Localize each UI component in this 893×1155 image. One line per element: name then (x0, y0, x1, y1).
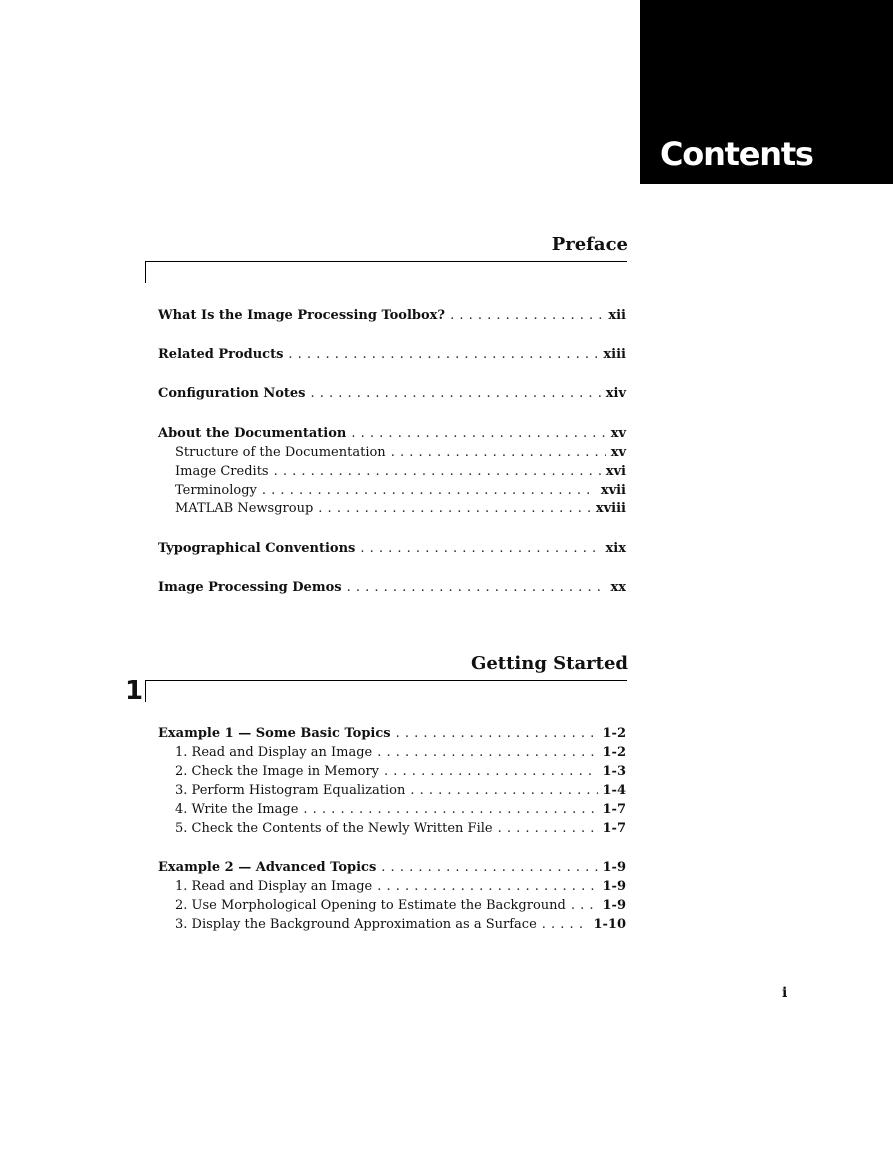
toc-entry[interactable] (158, 578, 626, 597)
toc-subentry[interactable] (175, 781, 626, 800)
dot-leader (391, 443, 606, 462)
toc-entry[interactable] (158, 306, 626, 325)
toc-subentry[interactable] (175, 819, 626, 838)
toc-entry-page: xvi (605, 464, 626, 479)
toc-entry-page: xvii (600, 483, 626, 498)
toc-subentry[interactable] (175, 462, 626, 481)
toc-entry-label: MATLAB Newsgroup (175, 501, 314, 516)
page-title: Contents (660, 135, 813, 173)
toc-entry-page: xiii (603, 347, 626, 362)
toc-entry-page: 1-2 (602, 745, 626, 760)
dot-leader (351, 424, 605, 443)
toc-entry-page: 1-10 (593, 917, 626, 932)
toc-entry-label: Structure of the Documentation (175, 445, 386, 460)
toc-entry-page: 1-7 (602, 821, 626, 836)
toc-entry-page: xii (608, 308, 626, 323)
toc-entry-page: 1-9 (602, 898, 626, 913)
toc-entry-page: xix (605, 541, 626, 556)
page-number: i (782, 985, 788, 1001)
dot-leader (384, 762, 597, 781)
section-rule-preface (145, 261, 627, 283)
toc-entry[interactable] (158, 858, 626, 877)
toc-entry-label: 4. Write the Image (175, 802, 299, 817)
toc-entry-label: Example 1 — Some Basic Topics (158, 726, 391, 741)
dot-leader (396, 724, 598, 743)
toc-entry-page: 1-7 (602, 802, 626, 817)
dot-leader (377, 743, 597, 762)
toc-entry-page: 1-2 (602, 726, 626, 741)
toc-entry-label: 3. Perform Histogram Equalization (175, 783, 406, 798)
toc-subentry[interactable] (175, 443, 626, 462)
toc-subentry[interactable] (175, 915, 626, 934)
dot-leader (318, 499, 591, 518)
toc-subentry[interactable] (175, 800, 626, 819)
toc-entry-label: 5. Check the Contents of the Newly Written File (175, 821, 493, 836)
section-title-preface: Preface (551, 234, 628, 255)
dot-leader (360, 539, 600, 558)
toc-subentry[interactable] (175, 762, 626, 781)
toc-entry-label: 3. Display the Background Approximation as a Surface (175, 917, 537, 932)
dot-leader (571, 896, 598, 915)
toc-entry-page: xviii (595, 501, 626, 516)
toc-entry-label: 1. Read and Display an Image (175, 879, 373, 894)
toc-entry-label: What Is the Image Processing Toolbox? (158, 308, 446, 323)
toc-entry[interactable] (158, 424, 626, 443)
dot-leader (303, 800, 597, 819)
dot-leader (450, 306, 603, 325)
toc-entry[interactable] (158, 384, 626, 403)
toc-entry-page: xv (610, 426, 626, 441)
dot-leader (262, 481, 596, 500)
toc-entry-label: Configuration Notes (158, 386, 306, 401)
dot-leader (377, 877, 597, 896)
toc-entry-label: Image Credits (175, 464, 269, 479)
toc-entry-label: About the Documentation (158, 426, 347, 441)
dot-leader (288, 345, 598, 364)
toc-entry[interactable] (158, 539, 626, 558)
toc-entry-label: Image Processing Demos (158, 580, 342, 595)
toc-entry-page: xv (610, 445, 626, 460)
toc-subentry[interactable] (175, 877, 626, 896)
chapter-number: 1 (125, 676, 144, 706)
toc-entry-label: Related Products (158, 347, 284, 362)
toc-entry-label: Terminology (175, 483, 257, 498)
toc-entry-page: xx (610, 580, 626, 595)
section-rule-getting-started (145, 680, 627, 702)
dot-leader (410, 781, 597, 800)
toc-entry-page: 1-3 (602, 764, 626, 779)
dot-leader (347, 578, 606, 597)
dot-leader (498, 819, 598, 838)
toc-entry-label: Example 2 — Advanced Topics (158, 860, 377, 875)
toc-subentry[interactable] (175, 896, 626, 915)
section-title-getting-started: Getting Started (470, 653, 628, 674)
toc-entry-label: 2. Use Morphological Opening to Estimate the Background (175, 898, 566, 913)
dot-leader (274, 462, 601, 481)
toc-entry[interactable] (158, 724, 626, 743)
toc-entry-page: 1-9 (602, 860, 626, 875)
toc-entry-page: 1-4 (602, 783, 626, 798)
toc-entry-label: Typographical Conventions (158, 541, 356, 556)
toc-entry[interactable] (158, 345, 626, 364)
toc-subentry[interactable] (175, 481, 626, 500)
dot-leader (310, 384, 600, 403)
dot-leader (381, 858, 597, 877)
dot-leader (542, 915, 589, 934)
toc-entry-page: 1-9 (602, 879, 626, 894)
toc-entry-page: xiv (605, 386, 626, 401)
toc-entry-label: 1. Read and Display an Image (175, 745, 373, 760)
toc-entry-label: 2. Check the Image in Memory (175, 764, 380, 779)
toc-subentry[interactable] (175, 743, 626, 762)
toc-subentry[interactable] (175, 499, 626, 518)
